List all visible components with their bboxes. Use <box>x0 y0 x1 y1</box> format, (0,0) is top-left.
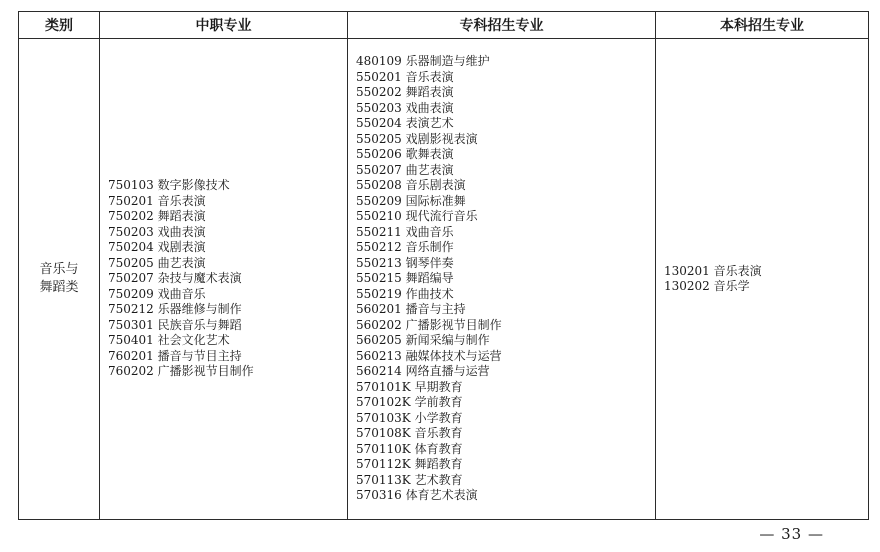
list-item: 130201 音乐表演 <box>664 263 762 278</box>
list-item: 550210 现代流行音乐 <box>356 209 478 224</box>
college-majors-list <box>348 54 655 504</box>
list-item: 550205 戏剧影视表演 <box>356 131 478 146</box>
list-item: 750203 戏曲表演 <box>108 224 206 239</box>
header-row <box>19 12 869 39</box>
list-item: 760201 播音与节目主持 <box>108 348 242 363</box>
category-cell <box>19 39 100 520</box>
list-item: 550219 作曲技术 <box>356 286 454 301</box>
header-secondary-majors: 中职专业 <box>100 12 348 39</box>
list-item: 750212 乐器维修与制作 <box>108 302 242 317</box>
list-item: 550206 歌舞表演 <box>356 147 454 162</box>
list-item: 560202 广播影视节目制作 <box>356 317 502 332</box>
college-majors-cell <box>348 39 656 520</box>
list-item: 550215 舞蹈编导 <box>356 271 454 286</box>
list-item: 560213 融媒体技术与运营 <box>356 348 502 363</box>
list-item: 550211 戏曲音乐 <box>356 224 454 239</box>
list-item: 560201 播音与主持 <box>356 302 466 317</box>
list-item: 570113K 艺术教育 <box>356 472 463 487</box>
header-undergrad-majors: 本科招生专业 <box>656 12 869 39</box>
list-item: 750103 数字影像技术 <box>108 178 230 193</box>
list-item: 550204 表演艺术 <box>356 116 454 131</box>
list-item: 760202 广播影视节目制作 <box>108 364 254 379</box>
list-item: 130202 音乐学 <box>664 279 750 293</box>
list-item: 570316 体育艺术表演 <box>356 488 478 503</box>
table-row <box>19 39 869 520</box>
page-number: — 33 — <box>759 525 824 543</box>
list-item: 570102K 学前教育 <box>356 395 463 410</box>
list-item: 750202 舞蹈表演 <box>108 209 206 224</box>
list-item: 750209 戏曲音乐 <box>108 286 206 301</box>
major-catalog-table <box>18 11 869 520</box>
list-item: 750301 民族音乐与舞蹈 <box>108 317 242 332</box>
list-item: 570103K 小学教育 <box>356 410 463 425</box>
list-item: 550207 曲艺表演 <box>356 162 454 177</box>
undergrad-majors-list <box>656 264 868 295</box>
list-item: 750205 曲艺表演 <box>108 255 206 270</box>
list-item: 560205 新闻采编与制作 <box>356 333 490 348</box>
list-item: 570112K 舞蹈教育 <box>356 457 463 472</box>
list-item: 550209 国际标准舞 <box>356 193 466 208</box>
list-item: 550208 音乐剧表演 <box>356 178 466 193</box>
list-item: 550202 舞蹈表演 <box>356 85 454 100</box>
list-item: 560214 网络直播与运营 <box>356 364 490 379</box>
undergrad-majors-cell <box>656 39 869 520</box>
category-label: 音乐与 舞蹈类 <box>39 262 79 295</box>
list-item: 550203 戏曲表演 <box>356 100 454 115</box>
list-item: 570101K 早期教育 <box>356 379 463 394</box>
list-item: 480109 乐器制造与维护 <box>356 54 490 69</box>
header-college-majors: 专科招生专业 <box>348 12 656 39</box>
list-item: 750401 社会文化艺术 <box>108 333 230 348</box>
list-item: 570108K 音乐教育 <box>356 426 463 441</box>
list-item: 550212 音乐制作 <box>356 240 454 255</box>
list-item: 750201 音乐表演 <box>108 193 206 208</box>
secondary-majors-list <box>100 178 347 380</box>
list-item: 550213 钢琴伴奏 <box>356 255 454 270</box>
list-item: 550201 音乐表演 <box>356 69 454 84</box>
list-item: 750204 戏剧表演 <box>108 240 206 255</box>
header-category: 类别 <box>19 12 100 39</box>
list-item: 750207 杂技与魔术表演 <box>108 271 242 286</box>
secondary-majors-cell <box>100 39 348 520</box>
list-item: 570110K 体育教育 <box>356 441 463 456</box>
